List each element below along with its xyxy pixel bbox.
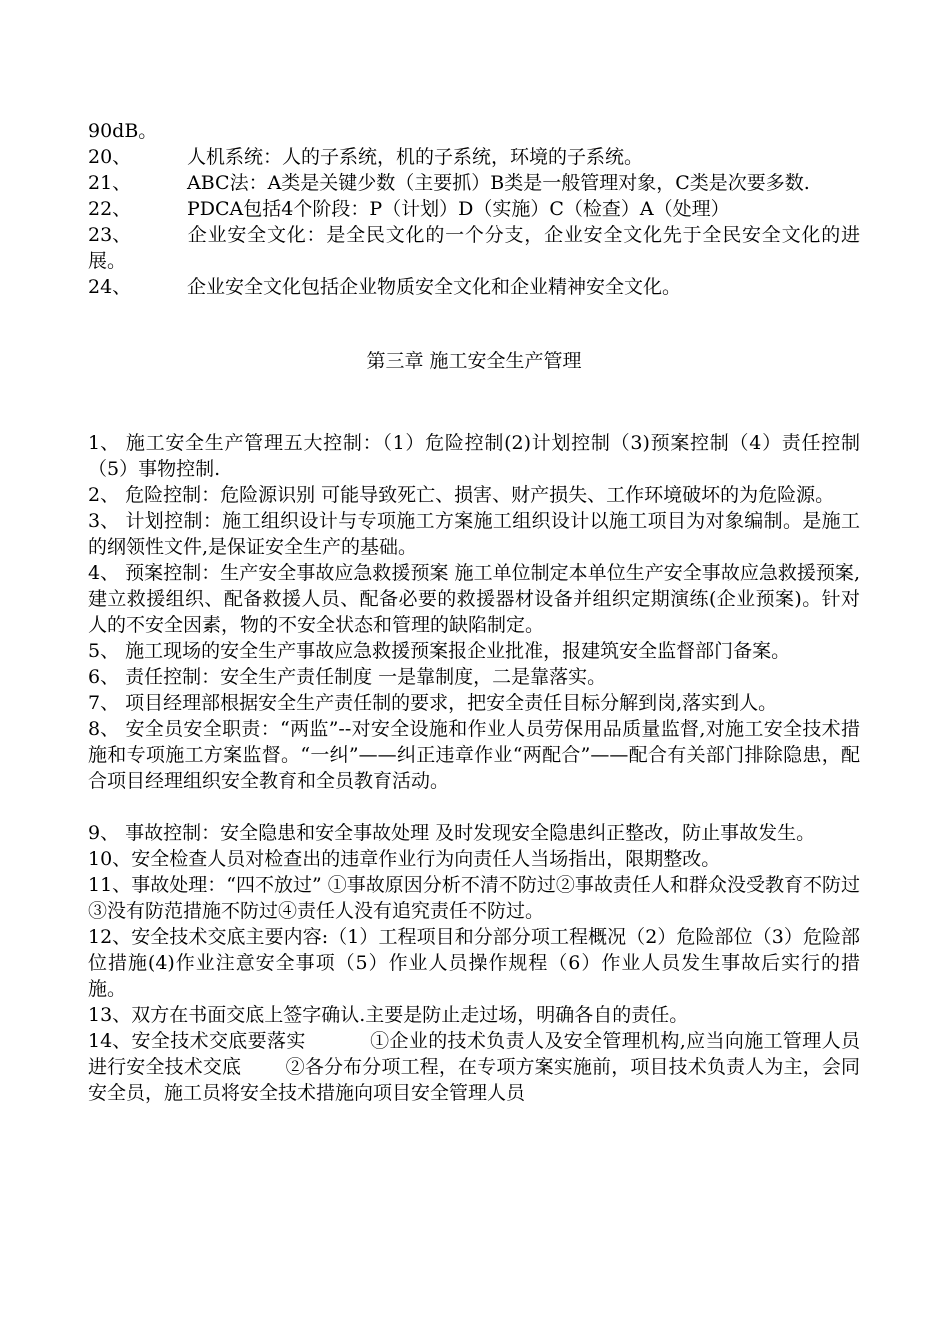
- continuation-line: 90dB。: [88, 120, 158, 142]
- item-text: ABC法：A类是关键少数（主要抓）B类是一般管理对象，C类是次要多数.: [187, 172, 810, 194]
- item-text: 计划控制：施工组织设计与专项施工方案施工组织设计以施工项目为对象编制。是施工的纲领性文件,是保证安全生产的基础。: [88, 510, 860, 558]
- item-text: 企业安全文化包括企业物质安全文化和企业精神安全文化。: [187, 276, 682, 298]
- item-number: 7、: [88, 692, 120, 714]
- item-number: 9、: [88, 822, 120, 844]
- item-text: 责任控制：安全生产责任制度 一是靠制度，二是靠落实。: [119, 666, 607, 688]
- item-text: 危险控制：危险源识别 可能导致死亡、损害、财产损失、工作环境破坏的为危险源。: [119, 484, 835, 506]
- chapter-title: 第三章 施工安全生产管理: [366, 350, 582, 372]
- list-item: [88, 872, 860, 924]
- item-text: 企业安全文化：是全民文化的一个分支，企业安全文化先于全民安全文化的进展。: [88, 224, 860, 272]
- item-text: 人机系统：人的子系统，机的子系统，环境的子系统。: [187, 146, 644, 168]
- item-number: 4、: [88, 562, 120, 584]
- item-text: 事故控制：安全隐患和安全事故处理 及时发现安全隐患纠正整改，防止事故发生。: [119, 822, 816, 844]
- item-text: 施工安全生产管理五大控制：（1）危险控制(2)计划控制（3)预案控制（4）责任控制（5）事物控制.: [88, 432, 860, 480]
- item-text: 安全技术交底主要内容:（1）工程项目和分部分项工程概况（2）危险部位（3）危险部位措施(4)作业注意安全事项（5）作业人员操作规程（6）作业人员发生事故后实行的措施。: [88, 926, 860, 1000]
- item-number: 20、: [88, 146, 132, 168]
- list-item: [88, 430, 860, 482]
- paragraph-gap: [88, 794, 860, 820]
- item-number: 12、: [88, 926, 132, 948]
- item-number: 11、: [88, 874, 132, 896]
- list-item: [88, 690, 860, 716]
- item-number: 22、: [88, 198, 132, 220]
- list-item: [88, 274, 860, 300]
- list-item: [88, 144, 860, 170]
- item-number: 13、: [88, 1004, 132, 1026]
- item-text: 安全检查人员对检查出的违章作业行为向责任人当场指出，限期整改。: [131, 848, 721, 870]
- item-number: 21、: [88, 172, 132, 194]
- list-item: [88, 664, 860, 690]
- item-text: PDCA包括4个阶段：P（计划）D（实施）C（检查）A（处理）: [187, 198, 730, 220]
- item-number: 23、: [88, 224, 132, 246]
- list-item: [88, 170, 860, 196]
- item-text: 安全员安全职责：“两监”--对安全设施和作业人员劳保用品质量监督,对施工安全技术措施和专项施工方案监督。“一纠”——纠正违章作业“两配合”——配合有关部门排除隐患，配合项目经理组织安全教育和全员教育活动。: [88, 718, 860, 792]
- list-item: [88, 482, 860, 508]
- list-item: [88, 820, 860, 846]
- list-item: [88, 508, 860, 560]
- list-item: [88, 1028, 860, 1106]
- item-number: 5、: [88, 640, 120, 662]
- item-text: 事故处理：“四不放过” ①事故原因分析不清不防过②事故责任人和群众没受教育不防过③没有防范措施不防过④责任人没有追究责任不防过。: [88, 874, 860, 922]
- item-text: 预案控制：生产安全事故应急救援预案 施工单位制定本单位生产安全事故应急救援预案,建立救援组织、配备救援人员、配备必要的救援器材设备并组织定期演练(企业预案)。针对人的不安全因素，物的不安全状态和管理的缺陷制定。: [88, 562, 860, 636]
- item-number: 2、: [88, 484, 120, 506]
- item-text: 安全技术交底要落实 ①企业的技术负责人及安全管理机构,应当向施工管理人员进行安全技术交底 ②各分布分项工程，在专项方案实施前，项目技术负责人为主，会同安全员，施工员将安全技术措施向项目安全管理人员: [88, 1030, 860, 1104]
- list-item: [88, 846, 860, 872]
- item-text: 项目经理部根据安全生产责任制的要求，把安全责任目标分解到岗,落实到人。: [119, 692, 778, 714]
- item-number: 24、: [88, 276, 132, 298]
- item-number: 10、: [88, 848, 132, 870]
- item-text: 施工现场的安全生产事故应急救援预案报企业批准，报建筑安全监督部门备案。: [119, 640, 791, 662]
- item-number: 1、: [88, 432, 120, 454]
- list-item: [88, 196, 860, 222]
- list-item: [88, 924, 860, 1002]
- list-item: [88, 222, 860, 274]
- list-item: [88, 638, 860, 664]
- document-page: [88, 118, 860, 1106]
- list-item: [88, 1002, 860, 1028]
- item-number: 8、: [88, 718, 120, 740]
- item-number: 14、: [88, 1030, 132, 1052]
- item-text: 双方在书面交底上签字确认.主要是防止走过场，明确各自的责任。: [131, 1004, 689, 1026]
- item-number: 3、: [88, 510, 120, 532]
- list-item: [88, 560, 860, 638]
- list-item: [88, 716, 860, 794]
- item-number: 6、: [88, 666, 120, 688]
